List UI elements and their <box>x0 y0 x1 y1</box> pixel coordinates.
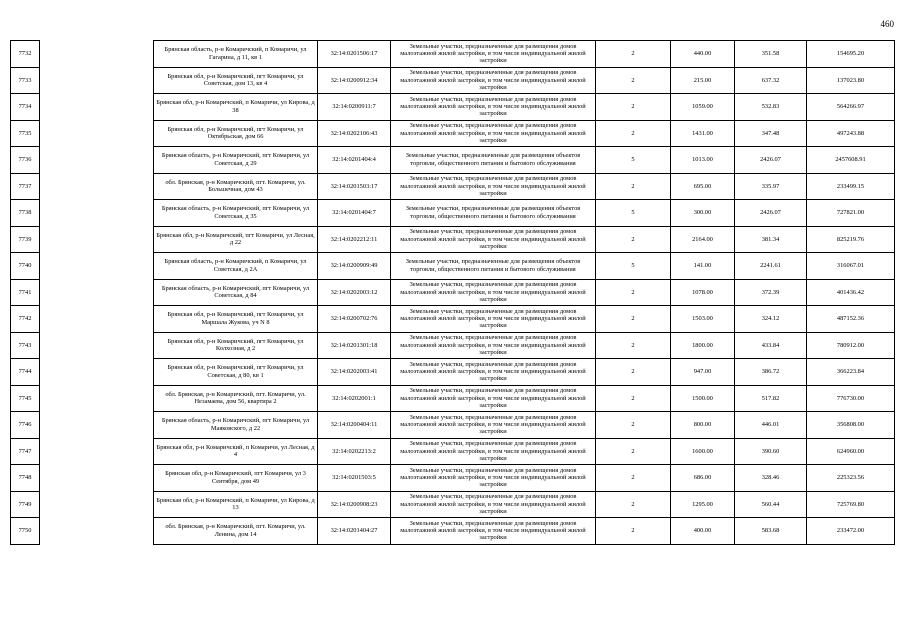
cell-number: 7732 <box>11 41 40 68</box>
cell-land-use: Земельные участки, предназначенные для размещения домов малоэтажной жилой застройки, в том числе индивидуальной жилой застройки <box>391 120 596 147</box>
cell-land-use: Земельные участки, предназначенные для размещения домов малоэтажной жилой застройки, в том числе индивидуальной жилой застройки <box>391 412 596 439</box>
cell-cadastral-number: 32:14:0201301:18 <box>318 332 391 359</box>
cell-number: 7740 <box>11 253 40 280</box>
table-row <box>11 306 895 333</box>
cell-number: 7745 <box>11 385 40 412</box>
cell-group: 2 <box>596 120 671 147</box>
table-row <box>11 200 895 227</box>
cell-cadastral-number: 32:14:0202001:1 <box>318 385 391 412</box>
cell-cadastral-number: 32:14:0202003:12 <box>318 279 391 306</box>
cell-area: 2164.00 <box>671 226 735 253</box>
cell-group: 2 <box>596 412 671 439</box>
cell-cadastral-value: 233472.00 <box>807 518 895 545</box>
cell-area: 1503.00 <box>671 306 735 333</box>
cell-land-use: Земельные участки, предназначенные для размещения домов малоэтажной жилой застройки, в том числе индивидуальной жилой застройки <box>391 41 596 68</box>
cell-number: 7750 <box>11 518 40 545</box>
cell-cadastral-number: 32:14:0202213:2 <box>318 438 391 465</box>
cell-specific-value: 335.97 <box>735 173 807 200</box>
cell-address: обл. Брянская, р-н Комаричский, пгт. Комаричи, ул. Большечная, дом 43 <box>154 173 318 200</box>
cell-group: 2 <box>596 465 671 492</box>
cell-address: Брянская область, р-н Комаричский, пгт Комаричи, ул Советская, д 35 <box>154 200 318 227</box>
cell-gap <box>40 465 154 492</box>
cell-number: 7746 <box>11 412 40 439</box>
cell-cadastral-number: 32:14:0201404:4 <box>318 147 391 174</box>
table-body <box>11 41 895 545</box>
cell-specific-value: 560.44 <box>735 491 807 518</box>
cell-cadastral-value: 780912.00 <box>807 332 895 359</box>
cell-group: 2 <box>596 332 671 359</box>
cell-gap <box>40 120 154 147</box>
cell-specific-value: 386.72 <box>735 359 807 386</box>
cell-land-use: Земельные участки, предназначенные для размещения домов малоэтажной жилой застройки, в том числе индивидуальной жилой застройки <box>391 67 596 94</box>
cell-land-use: Земельные участки, предназначенные для размещения домов малоэтажной жилой застройки, в том числе индивидуальной жилой застройки <box>391 438 596 465</box>
cell-cadastral-value: 727821.00 <box>807 200 895 227</box>
table-row <box>11 518 895 545</box>
cell-address: обл. Брянская, р-н Комаричский, пгт. Комаричи, ул. Незамаева, дом 56, квартира 2 <box>154 385 318 412</box>
cell-group: 2 <box>596 491 671 518</box>
cell-number: 7739 <box>11 226 40 253</box>
cell-address: Брянская обл, р-н Комаричский, пгт Комаричи, ул 3 Сентября, дом 49 <box>154 465 318 492</box>
cell-cadastral-number: 32:14:0200909:49 <box>318 253 391 280</box>
cell-area: 800.00 <box>671 412 735 439</box>
cell-area: 400.00 <box>671 518 735 545</box>
cell-cadastral-number: 32:14:0201503:5 <box>318 465 391 492</box>
cell-area: 1078.00 <box>671 279 735 306</box>
cell-address: Брянская обл, р-н Комаричский, п Комаричи, ул Кирова, д 38 <box>154 94 318 121</box>
cell-group: 5 <box>596 200 671 227</box>
cell-group: 2 <box>596 279 671 306</box>
cell-land-use: Земельные участки, предназначенные для размещения домов малоэтажной жилой застройки, в том числе индивидуальной жилой застройки <box>391 94 596 121</box>
cell-address: Брянская обл, р-н Комаричский, п Комаричи, ул Кирова, д 13 <box>154 491 318 518</box>
cell-number: 7742 <box>11 306 40 333</box>
cell-gap <box>40 253 154 280</box>
cell-cadastral-number: 32:14:0200912:34 <box>318 67 391 94</box>
cell-cadastral-value: 366223.84 <box>807 359 895 386</box>
table-row <box>11 120 895 147</box>
cell-number: 7737 <box>11 173 40 200</box>
land-registry-table <box>10 40 895 545</box>
cell-gap <box>40 147 154 174</box>
cell-land-use: Земельные участки, предназначенные для размещения домов малоэтажной жилой застройки, в том числе индивидуальной жилой застройки <box>391 332 596 359</box>
cell-number: 7744 <box>11 359 40 386</box>
cell-cadastral-value: 497243.88 <box>807 120 895 147</box>
cell-cadastral-number: 32:14:0202003:41 <box>318 359 391 386</box>
cell-gap <box>40 359 154 386</box>
cell-area: 1431.00 <box>671 120 735 147</box>
table-row <box>11 491 895 518</box>
cell-land-use: Земельные участки, предназначенные для размещения домов малоэтажной жилой застройки, в том числе индивидуальной жилой застройки <box>391 359 596 386</box>
cell-area: 300.00 <box>671 200 735 227</box>
cell-gap <box>40 67 154 94</box>
table-row <box>11 332 895 359</box>
cell-area: 947.00 <box>671 359 735 386</box>
cell-group: 5 <box>596 253 671 280</box>
cell-number: 7748 <box>11 465 40 492</box>
cell-area: 1013.00 <box>671 147 735 174</box>
cell-cadastral-number: 32:14:0202106:43 <box>318 120 391 147</box>
table-row <box>11 279 895 306</box>
table-row <box>11 173 895 200</box>
cell-gap <box>40 412 154 439</box>
cell-specific-value: 328.46 <box>735 465 807 492</box>
cell-cadastral-value: 564266.97 <box>807 94 895 121</box>
cell-number: 7736 <box>11 147 40 174</box>
cell-cadastral-value: 624960.00 <box>807 438 895 465</box>
table-row <box>11 41 895 68</box>
cell-land-use: Земельные участки, предназначенные для размещения домов малоэтажной жилой застройки, в том числе индивидуальной жилой застройки <box>391 279 596 306</box>
cell-area: 695.00 <box>671 173 735 200</box>
cell-land-use: Земельные участки, предназначенные для размещения объектов торговли, общественного питания и бытового обслуживания <box>391 200 596 227</box>
cell-cadastral-value: 401436.42 <box>807 279 895 306</box>
cell-number: 7741 <box>11 279 40 306</box>
cell-specific-value: 2241.61 <box>735 253 807 280</box>
table-row <box>11 253 895 280</box>
cell-address: Брянская обл, р-н Комаричский, пгт Комаричи, ул Лесная, д 22 <box>154 226 318 253</box>
cell-group: 2 <box>596 94 671 121</box>
cell-cadastral-value: 725769.80 <box>807 491 895 518</box>
cell-number: 7733 <box>11 67 40 94</box>
cell-cadastral-value: 154695.20 <box>807 41 895 68</box>
cell-address: Брянская обл, р-н Комаричский, пгт Комаричи, ул Советская, дом 13, кв 4 <box>154 67 318 94</box>
cell-number: 7749 <box>11 491 40 518</box>
table-row <box>11 67 895 94</box>
table-row <box>11 147 895 174</box>
cell-specific-value: 637.32 <box>735 67 807 94</box>
cell-area: 686.00 <box>671 465 735 492</box>
cell-cadastral-number: 32:14:0201506:17 <box>318 41 391 68</box>
cell-specific-value: 324.12 <box>735 306 807 333</box>
cell-address: Брянская область, р-н Комаричский, п Комаричи, ул Советская, д 2А <box>154 253 318 280</box>
cell-gap <box>40 94 154 121</box>
cell-group: 5 <box>596 147 671 174</box>
cell-specific-value: 390.60 <box>735 438 807 465</box>
cell-specific-value: 446.01 <box>735 412 807 439</box>
cell-area: 1059.00 <box>671 94 735 121</box>
cell-area: 215.00 <box>671 67 735 94</box>
cell-number: 7735 <box>11 120 40 147</box>
cell-land-use: Земельные участки, предназначенные для размещения домов малоэтажной жилой застройки, в том числе индивидуальной жилой застройки <box>391 518 596 545</box>
cell-number: 7747 <box>11 438 40 465</box>
cell-cadastral-number: 32:14:0200908:23 <box>318 491 391 518</box>
cell-cadastral-number: 32:14:0201404:7 <box>318 200 391 227</box>
cell-group: 2 <box>596 306 671 333</box>
cell-specific-value: 372.39 <box>735 279 807 306</box>
cell-gap <box>40 41 154 68</box>
cell-cadastral-number: 32:14:0200702:76 <box>318 306 391 333</box>
table-row <box>11 94 895 121</box>
cell-group: 2 <box>596 385 671 412</box>
cell-address: Брянская область, р-н Комаричский, пгт Комаричи, ул Советская, д 84 <box>154 279 318 306</box>
cell-specific-value: 2426.07 <box>735 200 807 227</box>
cell-address: Брянская обл, р-н Комаричский, пгт Комаричи, ул Колхозная, д 2 <box>154 332 318 359</box>
table-row <box>11 438 895 465</box>
cell-number: 7743 <box>11 332 40 359</box>
table-row <box>11 226 895 253</box>
cell-number: 7738 <box>11 200 40 227</box>
page-number: 460 <box>880 19 894 29</box>
cell-land-use: Земельные участки, предназначенные для размещения домов малоэтажной жилой застройки, в том числе индивидуальной жилой застройки <box>391 491 596 518</box>
cell-gap <box>40 518 154 545</box>
cell-gap <box>40 385 154 412</box>
cell-land-use: Земельные участки, предназначенные для размещения домов малоэтажной жилой застройки, в том числе индивидуальной жилой застройки <box>391 173 596 200</box>
cell-group: 2 <box>596 67 671 94</box>
cell-gap <box>40 491 154 518</box>
cell-specific-value: 517.82 <box>735 385 807 412</box>
cell-group: 2 <box>596 518 671 545</box>
cell-area: 1500.00 <box>671 385 735 412</box>
cell-address: Брянская область, р-н Комаричский, пгт Комаричи, ул Советская, д 29 <box>154 147 318 174</box>
table-row <box>11 359 895 386</box>
cell-cadastral-value: 2457608.91 <box>807 147 895 174</box>
cell-land-use: Земельные участки, предназначенные для размещения домов малоэтажной жилой застройки, в том числе индивидуальной жилой застройки <box>391 385 596 412</box>
cell-specific-value: 351.58 <box>735 41 807 68</box>
cell-specific-value: 2426.07 <box>735 147 807 174</box>
cell-cadastral-value: 825219.76 <box>807 226 895 253</box>
cell-group: 2 <box>596 359 671 386</box>
cell-gap <box>40 200 154 227</box>
cell-cadastral-value: 225323.56 <box>807 465 895 492</box>
cell-cadastral-value: 487152.36 <box>807 306 895 333</box>
cell-area: 141.00 <box>671 253 735 280</box>
cell-specific-value: 532.83 <box>735 94 807 121</box>
cell-gap <box>40 279 154 306</box>
cell-area: 440.00 <box>671 41 735 68</box>
cell-specific-value: 433.84 <box>735 332 807 359</box>
table-row <box>11 465 895 492</box>
cell-land-use: Земельные участки, предназначенные для размещения домов малоэтажной жилой застройки, в том числе индивидуальной жилой застройки <box>391 226 596 253</box>
cell-cadastral-value: 776730.00 <box>807 385 895 412</box>
cell-area: 1800.00 <box>671 332 735 359</box>
cell-cadastral-value: 316067.01 <box>807 253 895 280</box>
cell-specific-value: 347.48 <box>735 120 807 147</box>
cell-area: 1600.00 <box>671 438 735 465</box>
cell-land-use: Земельные участки, предназначенные для размещения домов малоэтажной жилой застройки, в том числе индивидуальной жилой застройки <box>391 306 596 333</box>
cell-address: обл. Брянская, р-н Комаричский, пгт. Комаричи, ул. Ленина, дом 14 <box>154 518 318 545</box>
table-row <box>11 385 895 412</box>
cell-specific-value: 381.34 <box>735 226 807 253</box>
cell-address: Брянская обл, р-н Комаричский, пгт Комаричи, ул Маршала Жукова, уч N 8 <box>154 306 318 333</box>
cell-cadastral-number: 32:14:0200404:11 <box>318 412 391 439</box>
cell-number: 7734 <box>11 94 40 121</box>
cell-cadastral-number: 32:14:0202212:11 <box>318 226 391 253</box>
cell-cadastral-number: 32:14:0200911:7 <box>318 94 391 121</box>
cell-land-use: Земельные участки, предназначенные для размещения домов малоэтажной жилой застройки, в том числе индивидуальной жилой застройки <box>391 465 596 492</box>
cell-gap <box>40 306 154 333</box>
cell-gap <box>40 226 154 253</box>
cell-area: 1295.00 <box>671 491 735 518</box>
table-row <box>11 412 895 439</box>
cell-group: 2 <box>596 173 671 200</box>
cell-cadastral-value: 233499.15 <box>807 173 895 200</box>
cell-address: Брянская обл, р-н Комаричский, п Комаричи, ул Лесная, д 4 <box>154 438 318 465</box>
cell-address: Брянская обл, р-н Комаричский, пгт Комаричи, ул Октябрьская, дом 66 <box>154 120 318 147</box>
cell-cadastral-value: 137023.80 <box>807 67 895 94</box>
cell-group: 2 <box>596 41 671 68</box>
cell-group: 2 <box>596 226 671 253</box>
cell-gap <box>40 438 154 465</box>
cell-group: 2 <box>596 438 671 465</box>
cell-address: Брянская область, р-н Комаричский, пгт Комаричи, ул Маяковского, д 22 <box>154 412 318 439</box>
cell-land-use: Земельные участки, предназначенные для размещения объектов торговли, общественного питания и бытового обслуживания <box>391 147 596 174</box>
cell-cadastral-number: 32:14:0201404:27 <box>318 518 391 545</box>
cell-gap <box>40 173 154 200</box>
cell-cadastral-value: 356808.00 <box>807 412 895 439</box>
cell-specific-value: 583.68 <box>735 518 807 545</box>
cell-gap <box>40 332 154 359</box>
cell-address: Брянская область, р-н Комаричский, п Комаричи, ул Гагарина, д 11, кв 1 <box>154 41 318 68</box>
cell-address: Брянская обл, р-н Комаричский, пгт Комаричи, ул Советская, д 80, кв 1 <box>154 359 318 386</box>
cell-land-use: Земельные участки, предназначенные для размещения объектов торговли, общественного питания и бытового обслуживания <box>391 253 596 280</box>
cell-cadastral-number: 32:14:0201503:17 <box>318 173 391 200</box>
